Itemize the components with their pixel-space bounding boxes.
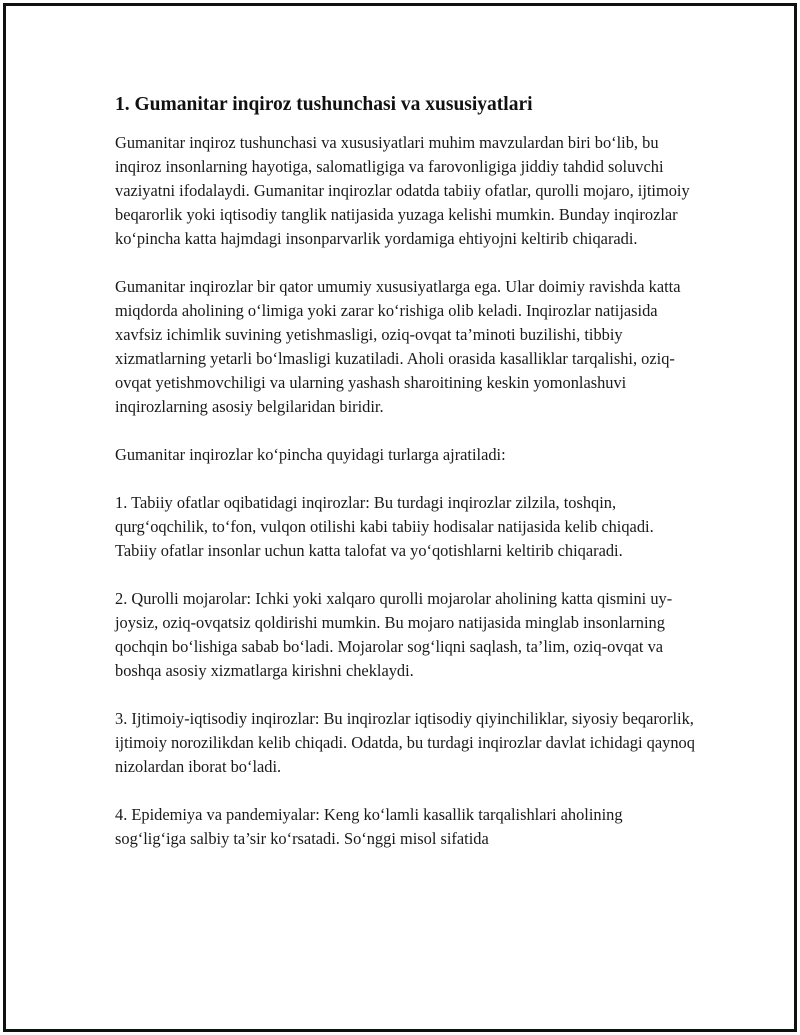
document-body xyxy=(115,92,695,875)
paragraph-intro: Gumanitar inqiroz tushunchasi va xususiyatlari muhim mavzulardan biri bo‘lib, bu inqiroz insonlarning hayotiga, salomatligiga va farovonligiga jiddiy tahdid soluvchi vaziyatni ifodalaydi. Gumanitar inqirozlar odatda tabiiy ofatlar, qurolli mojaro, ijtimoiy beqarorlik yoki iqtisodiy tanglik natijasida yuzaga kelishi mumkin. Bunday inqirozlar ko‘pincha katta hajmdagi insonparvarlik yordamiga ehtiyojni keltirib chiqaradi. xyxy=(115,133,690,248)
section-heading: 1. Gumanitar inqiroz tushunchasi va xususiyatlari xyxy=(115,94,533,115)
list-item-socio-economic: 3. Ijtimoiy-iqtisodiy inqirozlar: Bu inqirozlar iqtisodiy qiyinchiliklar, siyosiy beqarorlik, ijtimoiy norozilikdan kelib chiqadi. Odatda, bu turdagi inqirozlar davlat ichidagi qaynoq nizolardan iborat bo‘ladi. xyxy=(115,709,695,776)
list-item-natural-disasters: 1. Tabiiy ofatlar oqibatidagi inqirozlar: Bu turdagi inqirozlar zilzila, toshqin, qurg‘oqchilik, to‘fon, vulqon otilishi kabi tabiiy hodisalar natijasida kelib chiqadi. Tabiiy ofatlar insonlar uchun katta talofat va yo‘qotishlarni keltirib chiqaradi. xyxy=(115,493,654,560)
paragraph-characteristics: Gumanitar inqirozlar bir qator umumiy xususiyatlarga ega. Ular doimiy ravishda katta miqdorda aholining o‘limiga yoki zarar ko‘rishiga olib keladi. Inqirozlar natijasida xavfsiz ichimlik suvining yetishmasligi, oziq-ovqat ta’minoti buzilishi, tibbiy xizmatlarning yetarli bo‘lmasligi kuzatiladi. Aholi orasida kasalliklar tarqalishi, oziq-ovqat yetishmovchiligi va ularning yashash sharoitining keskin yomonlashuvi inqirozlarning asosiy belgilaridan biridir. xyxy=(115,277,681,416)
list-item-epidemics: 4. Epidemiya va pandemiyalar: Keng ko‘lamli kasallik tarqalishlari aholining sog‘lig‘iga salbiy ta’sir ko‘rsatadi. So‘nggi misol sifatida xyxy=(115,805,623,848)
paragraph-types-intro: Gumanitar inqirozlar ko‘pincha quyidagi turlarga ajratiladi: xyxy=(115,445,506,464)
list-item-armed-conflicts: 2. Qurolli mojarolar: Ichki yoki xalqaro qurolli mojarolar aholining katta qismini uy-joysiz, oziq-ovqatsiz qoldirishi mumkin. Bu mojaro natijasida minglab insonlarning qochqin bo‘lishiga sabab bo‘ladi. Mojarolar sog‘liqni saqlash, ta’lim, oziq-ovqat va boshqa asosiy xizmatlarga kirishni cheklaydi. xyxy=(115,589,673,680)
